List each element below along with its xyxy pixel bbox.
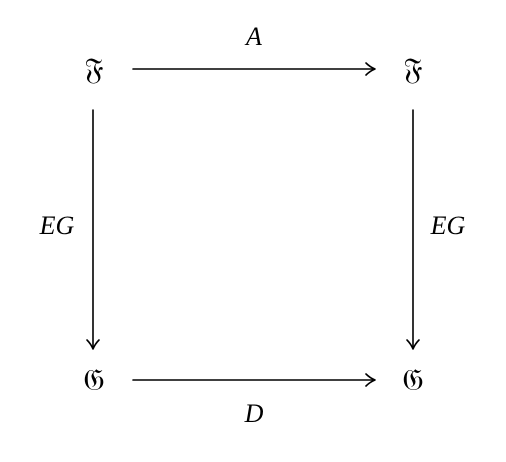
node-bottom-right: 𝔊	[402, 363, 424, 398]
label-top-arrow: A	[246, 22, 262, 51]
label-bottom-arrow: D	[244, 399, 264, 428]
node-bottom-left: 𝔊	[83, 363, 105, 398]
node-top-left: 𝔉	[84, 52, 104, 87]
node-top-right: 𝔉	[403, 52, 423, 87]
label-left-arrow: EG	[39, 211, 75, 240]
label-right-arrow: EG	[430, 211, 466, 240]
